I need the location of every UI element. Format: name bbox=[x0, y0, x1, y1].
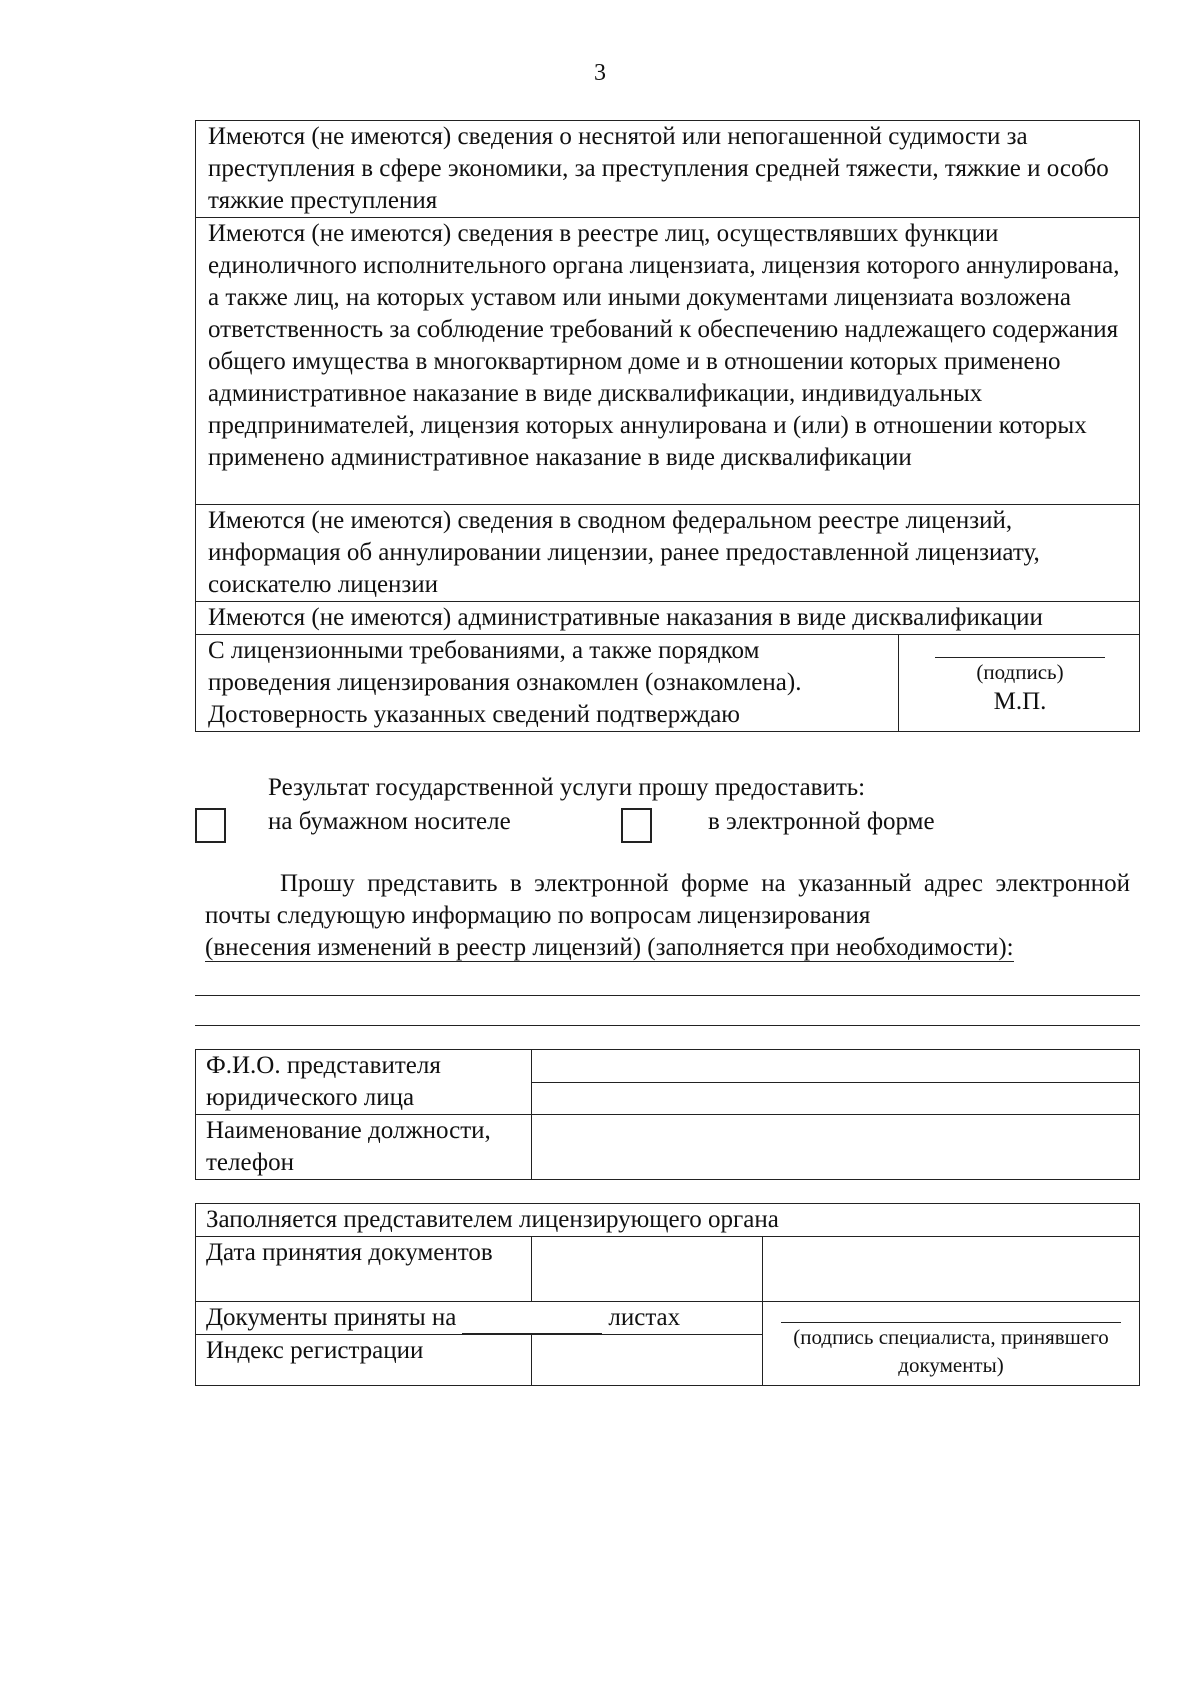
signature-line[interactable] bbox=[935, 635, 1105, 658]
representative-name-label: Ф.И.О. представителя юридического лица bbox=[196, 1050, 532, 1115]
electronic-option-checkbox[interactable] bbox=[621, 808, 652, 843]
official-section-title: Заполняется представителем лицензирующего органа bbox=[196, 1204, 1140, 1237]
acceptance-date-extra bbox=[763, 1237, 1140, 1302]
representative-position-field[interactable] bbox=[532, 1115, 1140, 1180]
specialist-signature-label: (подпись специалиста, принявшего документы) bbox=[793, 1325, 1109, 1377]
representative-position-label: Наименование должности, телефон bbox=[196, 1115, 532, 1180]
disqualified-persons-registry-row: Имеются (не имеются) сведения в реестре лиц, осуществлявших функции единоличного исполнительного органа лицензиата, лицензия которого аннулирована, а также лиц, на которых уставом или иными документами лицензиата возложена ответственность за соблюдение требований к обеспечению надлежащего содержания общего имущества в многоквартирном доме и в отношении которых применено административное наказание в виде дисквалификации, индивидуальных предпринимателей, лицензия которых аннулирована и (или) в отношении которых применено административное наказание в виде дисквалификации bbox=[196, 218, 1140, 505]
email-info-line-2[interactable] bbox=[195, 1025, 1140, 1026]
criminal-record-row: Имеются (не имеются) сведения о неснятой или непогашенной судимости за преступления в сфере экономики, за преступления средней тяжести, тяжкие и особо тяжкие преступления bbox=[196, 121, 1140, 218]
specialist-signature-line[interactable] bbox=[781, 1316, 1121, 1323]
pages-count-prefix: Документы приняты на bbox=[206, 1304, 457, 1331]
page-number: 3 bbox=[594, 60, 606, 86]
email-request-text: Прошу представить в электронной форме на указанный адрес электронной почты следующую информацию по вопросам лицензирования bbox=[205, 870, 1130, 929]
federal-license-registry-row: Имеются (не имеются) сведения в сводном федеральном реестре лицензий, информация об аннулировании лицензии, ранее предоставленной лицензиату, соискателю лицензии bbox=[196, 505, 1140, 602]
paper-option-checkbox[interactable] bbox=[195, 808, 226, 843]
specialist-signature-cell[interactable] bbox=[763, 1302, 1140, 1386]
signature-label: (подпись) bbox=[976, 660, 1064, 684]
email-request-paragraph bbox=[205, 868, 1130, 964]
acknowledgement-text: С лицензионными требованиями, а также порядком проведения лицензирования ознакомлен (ознакомлена). Достоверность указанных сведений подтверждаю bbox=[196, 635, 899, 732]
official-use-table bbox=[195, 1203, 1140, 1386]
electronic-option-label: в электронной форме bbox=[708, 808, 935, 835]
information-table bbox=[195, 120, 1140, 732]
paper-option-label: на бумажном носителе bbox=[268, 808, 511, 835]
representative-name-field[interactable] bbox=[532, 1050, 1140, 1115]
stamp-label: М.П. bbox=[993, 688, 1047, 715]
email-info-line-1[interactable] bbox=[195, 995, 1140, 996]
pages-count-field[interactable] bbox=[462, 1309, 602, 1334]
result-heading: Результат государственной услуги прошу предоставить: bbox=[268, 774, 866, 801]
email-request-text-last: (внесения изменений в реестр лицензий) (заполняется при необходимости): bbox=[205, 934, 1014, 961]
registration-index-label: Индекс регистрации bbox=[196, 1335, 532, 1386]
pages-count-suffix: листах bbox=[608, 1304, 681, 1331]
pages-count-row bbox=[196, 1302, 763, 1335]
disqualification-penalties-row: Имеются (не имеются) административные наказания в виде дисквалификации bbox=[196, 602, 1140, 635]
representative-table bbox=[195, 1049, 1140, 1180]
acceptance-date-label: Дата принятия документов bbox=[196, 1237, 532, 1302]
acceptance-date-field[interactable] bbox=[532, 1237, 763, 1302]
registration-index-field[interactable] bbox=[532, 1335, 763, 1386]
signature-cell[interactable] bbox=[899, 635, 1140, 732]
